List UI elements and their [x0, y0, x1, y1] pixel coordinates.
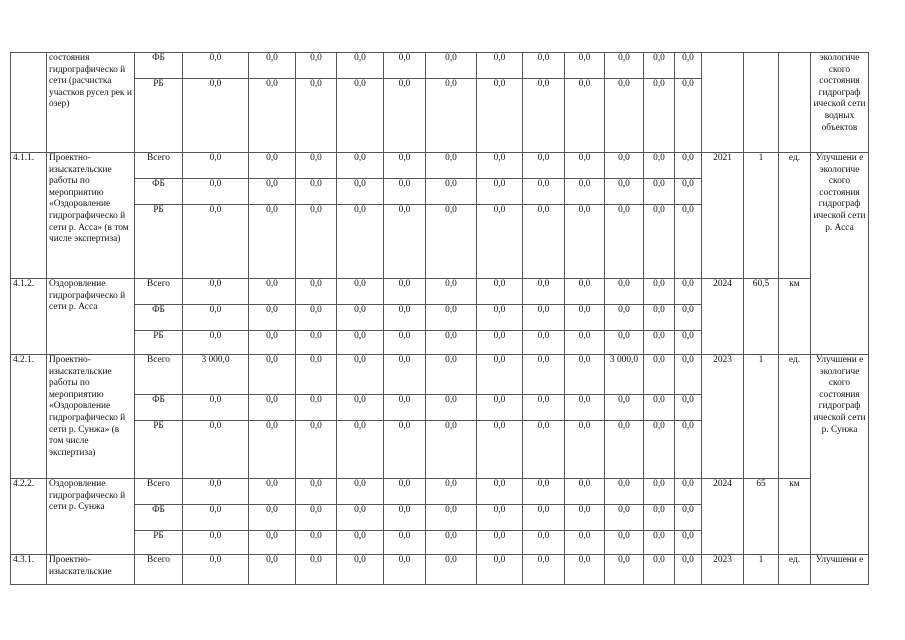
value-cell: 0,0	[675, 79, 702, 153]
value-cell: 0,0	[183, 279, 249, 305]
value-cell: 0,0	[605, 531, 644, 555]
value-cell: 0,0	[296, 205, 337, 279]
table-row	[11, 53, 869, 79]
value-cell: 0,0	[675, 395, 702, 421]
value-cell: 0,0	[249, 331, 296, 355]
value-cell: 0,0	[384, 205, 426, 279]
year-cell: 2024	[702, 279, 744, 355]
value-cell: 0,0	[183, 305, 249, 331]
value-cell: 0,0	[605, 179, 644, 205]
result-cell: Улучшени е	[811, 555, 869, 585]
value-cell: 0,0	[644, 531, 675, 555]
value-cell: 0,0	[644, 421, 675, 479]
value-cell: 0,0	[523, 179, 565, 205]
value-cell: 0,0	[523, 205, 565, 279]
source-cell: Всего	[135, 279, 183, 305]
value-cell: 0,0	[249, 179, 296, 205]
value-cell: 0,0	[384, 153, 426, 179]
value-cell: 0,0	[426, 331, 477, 355]
value-cell: 0,0	[249, 355, 296, 395]
value-cell: 0,0	[183, 531, 249, 555]
value-cell: 0,0	[565, 279, 605, 305]
value-cell: 0,0	[183, 505, 249, 531]
source-cell: РБ	[135, 205, 183, 279]
value-cell: 0,0	[426, 53, 477, 79]
value-cell: 0,0	[296, 531, 337, 555]
value-cell: 0,0	[337, 53, 384, 79]
value-cell: 0,0	[644, 479, 675, 505]
value-cell: 0,0	[605, 279, 644, 305]
value-cell: 0,0	[675, 555, 702, 585]
value-cell: 0,0	[675, 305, 702, 331]
row-number-cell	[11, 53, 47, 153]
quantity-cell	[744, 53, 779, 153]
measure-name-cell: Проектно-изыскательские работы по мероприятию «Оздоровление гидрографическо й сети р. Сунжа» (в том числе экспертиза)	[47, 355, 135, 479]
value-cell: 0,0	[565, 505, 605, 531]
value-cell: 0,0	[249, 421, 296, 479]
source-cell: РБ	[135, 421, 183, 479]
value-cell: 0,0	[384, 179, 426, 205]
source-cell: РБ	[135, 79, 183, 153]
value-cell: 0,0	[605, 395, 644, 421]
value-cell: 0,0	[249, 53, 296, 79]
value-cell: 0,0	[523, 305, 565, 331]
value-cell: 0,0	[605, 479, 644, 505]
value-cell: 0,0	[249, 555, 296, 585]
value-cell: 0,0	[296, 179, 337, 205]
source-cell: ФБ	[135, 53, 183, 79]
measure-name-cell: Оздоровление гидрографическо й сети р. Сунжа	[47, 479, 135, 555]
table-row	[11, 555, 869, 585]
value-cell: 0,0	[565, 205, 605, 279]
value-cell: 0,0	[644, 53, 675, 79]
value-cell: 0,0	[565, 395, 605, 421]
table-row	[11, 355, 869, 395]
source-cell: ФБ	[135, 505, 183, 531]
year-cell: 2021	[702, 153, 744, 279]
value-cell: 0,0	[337, 331, 384, 355]
value-cell: 0,0	[426, 505, 477, 531]
value-cell: 0,0	[183, 79, 249, 153]
value-cell: 0,0	[296, 555, 337, 585]
value-cell: 0,0	[523, 531, 565, 555]
value-cell: 0,0	[675, 421, 702, 479]
value-cell: 0,0	[523, 355, 565, 395]
value-cell: 0,0	[384, 355, 426, 395]
value-cell: 0,0	[384, 279, 426, 305]
value-cell: 0,0	[426, 531, 477, 555]
value-cell: 0,0	[605, 205, 644, 279]
value-cell: 0,0	[337, 355, 384, 395]
source-cell: ФБ	[135, 305, 183, 331]
value-cell: 0,0	[249, 531, 296, 555]
value-cell: 0,0	[384, 331, 426, 355]
value-cell: 0,0	[565, 79, 605, 153]
result-cell: Улучшени е экологиче ского состояния гидрограф ической сети р. Асса	[811, 153, 869, 355]
value-cell: 0,0	[477, 205, 523, 279]
value-cell: 0,0	[523, 395, 565, 421]
value-cell: 0,0	[477, 421, 523, 479]
value-cell: 0,0	[384, 79, 426, 153]
unit-cell: км	[779, 279, 811, 355]
value-cell: 0,0	[675, 205, 702, 279]
value-cell: 0,0	[477, 395, 523, 421]
source-cell: Всего	[135, 153, 183, 179]
value-cell: 0,0	[675, 505, 702, 531]
source-cell: РБ	[135, 331, 183, 355]
value-cell: 0,0	[644, 153, 675, 179]
value-cell: 0,0	[565, 53, 605, 79]
source-cell: Всего	[135, 479, 183, 505]
value-cell: 0,0	[384, 505, 426, 531]
value-cell: 0,0	[565, 153, 605, 179]
unit-cell: км	[779, 479, 811, 555]
value-cell: 0,0	[523, 479, 565, 505]
value-cell: 0,0	[296, 395, 337, 421]
value-cell: 0,0	[183, 179, 249, 205]
value-cell: 0,0	[384, 479, 426, 505]
value-cell: 0,0	[249, 79, 296, 153]
value-cell: 0,0	[426, 479, 477, 505]
value-cell: 0,0	[644, 355, 675, 395]
year-cell: 2023	[702, 355, 744, 479]
source-cell: ФБ	[135, 179, 183, 205]
value-cell: 0,0	[337, 79, 384, 153]
value-cell: 0,0	[605, 555, 644, 585]
value-cell: 0,0	[605, 305, 644, 331]
year-cell: 2024	[702, 479, 744, 555]
value-cell: 0,0	[477, 355, 523, 395]
row-number-cell: 4.1.1.	[11, 153, 47, 279]
value-cell: 0,0	[249, 305, 296, 331]
row-number-cell: 4.1.2.	[11, 279, 47, 355]
measure-name-cell: Проектно-изыскательские	[47, 555, 135, 585]
value-cell: 0,0	[296, 53, 337, 79]
value-cell: 0,0	[565, 555, 605, 585]
value-cell: 0,0	[477, 305, 523, 331]
value-cell: 0,0	[296, 331, 337, 355]
quantity-cell: 60,5	[744, 279, 779, 355]
value-cell: 0,0	[675, 479, 702, 505]
value-cell: 0,0	[337, 305, 384, 331]
value-cell: 0,0	[565, 355, 605, 395]
value-cell: 0,0	[337, 505, 384, 531]
value-cell: 0,0	[384, 555, 426, 585]
row-number-cell: 4.3.1.	[11, 555, 47, 585]
value-cell: 0,0	[337, 531, 384, 555]
value-cell: 0,0	[477, 79, 523, 153]
value-cell: 0,0	[523, 331, 565, 355]
value-cell: 0,0	[644, 279, 675, 305]
value-cell: 0,0	[249, 279, 296, 305]
value-cell: 0,0	[675, 153, 702, 179]
value-cell: 0,0	[477, 153, 523, 179]
value-cell: 0,0	[477, 331, 523, 355]
value-cell: 0,0	[675, 331, 702, 355]
value-cell: 0,0	[605, 421, 644, 479]
value-cell: 0,0	[249, 479, 296, 505]
quantity-cell: 1	[744, 355, 779, 479]
value-cell: 0,0	[477, 179, 523, 205]
value-cell: 0,0	[183, 555, 249, 585]
value-cell: 0,0	[249, 395, 296, 421]
value-cell: 0,0	[644, 395, 675, 421]
value-cell: 0,0	[644, 79, 675, 153]
value-cell: 0,0	[523, 421, 565, 479]
value-cell: 0,0	[565, 421, 605, 479]
value-cell: 0,0	[675, 53, 702, 79]
value-cell: 0,0	[477, 479, 523, 505]
source-cell: Всего	[135, 355, 183, 395]
value-cell: 0,0	[644, 505, 675, 531]
value-cell: 0,0	[337, 555, 384, 585]
table-row	[11, 279, 869, 305]
value-cell: 0,0	[426, 153, 477, 179]
value-cell: 0,0	[523, 555, 565, 585]
value-cell: 0,0	[296, 421, 337, 479]
value-cell: 0,0	[249, 505, 296, 531]
value-cell: 0,0	[477, 279, 523, 305]
value-cell: 0,0	[337, 421, 384, 479]
value-cell: 0,0	[296, 505, 337, 531]
year-cell: 2023	[702, 555, 744, 585]
value-cell: 0,0	[426, 355, 477, 395]
result-cell: Улучшени е экологиче ского состояния гидрограф ической сети р. Сунжа	[811, 355, 869, 555]
year-cell	[702, 53, 744, 153]
value-cell: 0,0	[644, 179, 675, 205]
value-cell: 0,0	[644, 331, 675, 355]
value-cell: 0,0	[644, 555, 675, 585]
value-cell: 0,0	[523, 79, 565, 153]
value-cell: 0,0	[523, 279, 565, 305]
value-cell: 0,0	[183, 395, 249, 421]
value-cell: 0,0	[477, 53, 523, 79]
value-cell: 0,0	[605, 79, 644, 153]
value-cell: 0,0	[296, 279, 337, 305]
value-cell: 0,0	[426, 179, 477, 205]
value-cell: 0,0	[477, 531, 523, 555]
row-number-cell: 4.2.2.	[11, 479, 47, 555]
value-cell: 0,0	[523, 505, 565, 531]
table-row	[11, 479, 869, 505]
value-cell: 0,0	[605, 331, 644, 355]
quantity-cell: 1	[744, 153, 779, 279]
value-cell: 0,0	[675, 179, 702, 205]
value-cell: 0,0	[644, 305, 675, 331]
source-cell: ФБ	[135, 395, 183, 421]
value-cell: 0,0	[565, 179, 605, 205]
value-cell: 0,0	[565, 479, 605, 505]
row-number-cell: 4.2.1.	[11, 355, 47, 479]
value-cell: 0,0	[183, 479, 249, 505]
source-cell: Всего	[135, 555, 183, 585]
value-cell: 0,0	[426, 79, 477, 153]
value-cell: 0,0	[337, 279, 384, 305]
value-cell: 0,0	[183, 331, 249, 355]
value-cell: 0,0	[337, 395, 384, 421]
value-cell: 3 000,0	[605, 355, 644, 395]
table-body	[11, 53, 869, 585]
value-cell: 0,0	[337, 153, 384, 179]
value-cell: 0,0	[523, 53, 565, 79]
unit-cell: ед.	[779, 555, 811, 585]
value-cell: 0,0	[523, 153, 565, 179]
measure-name-cell: Оздоровление гидрографическо й сети р. Асса	[47, 279, 135, 355]
result-cell: экологиче ского состояния гидрограф ической сети водных объектов	[811, 53, 869, 153]
unit-cell: ед.	[779, 153, 811, 279]
quantity-cell: 65	[744, 479, 779, 555]
value-cell: 0,0	[296, 305, 337, 331]
value-cell: 0,0	[426, 279, 477, 305]
value-cell: 0,0	[426, 395, 477, 421]
value-cell: 0,0	[337, 179, 384, 205]
value-cell: 0,0	[249, 153, 296, 179]
value-cell: 0,0	[296, 153, 337, 179]
value-cell: 0,0	[675, 531, 702, 555]
unit-cell: ед.	[779, 355, 811, 479]
quantity-cell: 1	[744, 555, 779, 585]
value-cell: 0,0	[477, 505, 523, 531]
value-cell: 0,0	[426, 305, 477, 331]
value-cell: 0,0	[183, 421, 249, 479]
value-cell: 0,0	[183, 153, 249, 179]
value-cell: 0,0	[296, 79, 337, 153]
value-cell: 0,0	[296, 479, 337, 505]
value-cell: 0,0	[644, 205, 675, 279]
value-cell: 0,0	[605, 53, 644, 79]
value-cell: 0,0	[337, 479, 384, 505]
value-cell: 0,0	[183, 53, 249, 79]
source-cell: РБ	[135, 531, 183, 555]
value-cell: 0,0	[565, 331, 605, 355]
program-table	[10, 52, 869, 585]
value-cell: 0,0	[384, 531, 426, 555]
value-cell: 0,0	[605, 505, 644, 531]
value-cell: 0,0	[249, 205, 296, 279]
table-row	[11, 153, 869, 179]
measure-name-cell: состояния гидрографическо й сети (расчистка участков русел рек и озер)	[47, 53, 135, 153]
unit-cell	[779, 53, 811, 153]
value-cell: 0,0	[183, 205, 249, 279]
value-cell: 0,0	[605, 153, 644, 179]
value-cell: 0,0	[426, 421, 477, 479]
value-cell: 0,0	[565, 531, 605, 555]
value-cell: 0,0	[384, 53, 426, 79]
value-cell: 0,0	[296, 355, 337, 395]
value-cell: 0,0	[426, 555, 477, 585]
value-cell: 0,0	[477, 555, 523, 585]
value-cell: 0,0	[384, 305, 426, 331]
value-cell: 0,0	[426, 205, 477, 279]
value-cell: 0,0	[675, 355, 702, 395]
value-cell: 3 000,0	[183, 355, 249, 395]
value-cell: 0,0	[337, 205, 384, 279]
value-cell: 0,0	[675, 279, 702, 305]
value-cell: 0,0	[384, 421, 426, 479]
value-cell: 0,0	[384, 395, 426, 421]
value-cell: 0,0	[565, 305, 605, 331]
measure-name-cell: Проектно-изыскательские работы по мероприятию «Оздоровление гидрографическо й сети р. Асса» (в том числе экспертиза)	[47, 153, 135, 279]
